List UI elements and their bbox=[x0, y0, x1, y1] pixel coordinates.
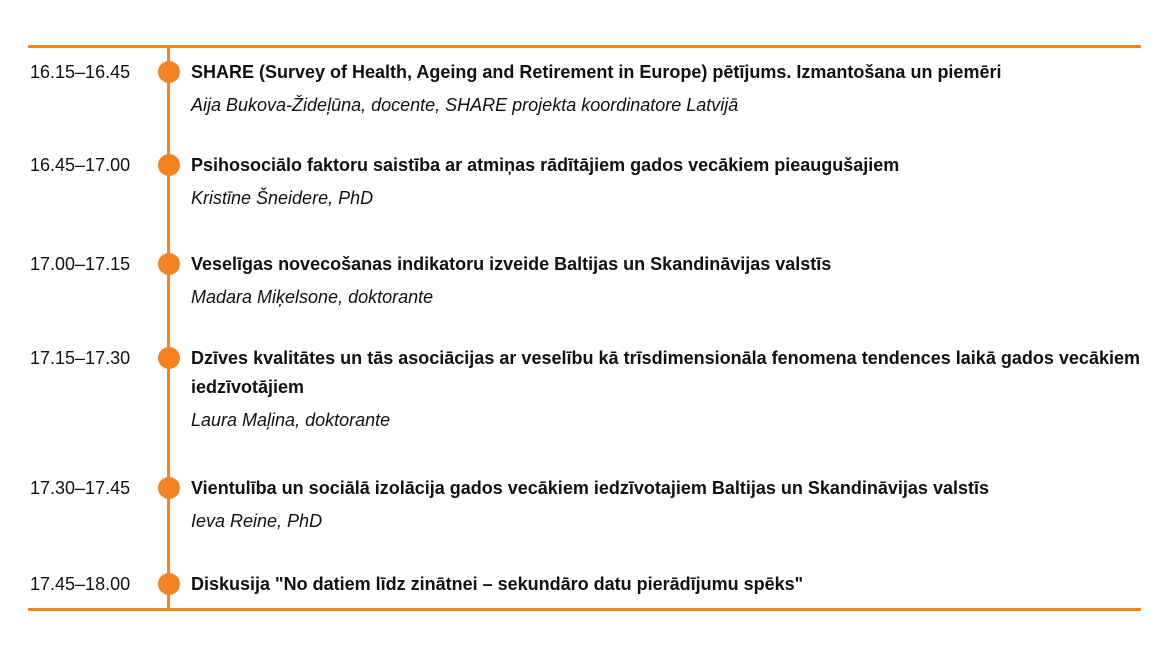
timeline-spine bbox=[167, 46, 170, 610]
entry-title: Dzīves kvalitātes un tās asociācijas ar veselību kā trīsdimensionāla fenomena tendences laikā gados vecākiem iedzīvotājiem bbox=[191, 348, 1140, 397]
entry-speaker: Madara Miķelsone, doktorante bbox=[191, 287, 434, 307]
top-divider bbox=[28, 45, 1141, 48]
entry-content bbox=[191, 570, 1140, 599]
entry-content bbox=[191, 250, 1140, 312]
entry-title: Vientulība un sociālā izolācija gados vecākiem iedzīvotajiem Baltijas un Skandināvijas valstīs bbox=[191, 478, 989, 498]
timeline-dot-icon bbox=[158, 253, 180, 275]
entry-time: 17.30–17.45 bbox=[30, 478, 131, 498]
entry-content bbox=[191, 474, 1140, 536]
entry-time: 17.00–17.15 bbox=[30, 254, 131, 274]
entry-speaker: Laura Maļina, doktorante bbox=[191, 410, 391, 430]
timeline-dot-icon bbox=[158, 477, 180, 499]
entry-title: Psihosociālo faktoru saistība ar atmiņas rādītājiem gados vecākiem pieaugušajiem bbox=[191, 155, 900, 175]
bottom-divider bbox=[28, 608, 1141, 611]
entry-time: 17.45–18.00 bbox=[30, 574, 131, 594]
entry-speaker: Kristīne Šneidere, PhD bbox=[191, 188, 374, 208]
entry-speaker: Ieva Reine, PhD bbox=[191, 511, 323, 531]
timeline-dot-icon bbox=[158, 61, 180, 83]
timeline-dot-icon bbox=[158, 154, 180, 176]
timeline-dot-icon bbox=[158, 347, 180, 369]
entry-content bbox=[191, 151, 1140, 213]
entry-time: 16.45–17.00 bbox=[30, 155, 131, 175]
timeline-dot-icon bbox=[158, 573, 180, 595]
entry-time: 16.15–16.45 bbox=[30, 62, 131, 82]
entry-title: Diskusija "No datiem līdz zinātnei – sekundāro datu pierādījumu spēks" bbox=[191, 574, 804, 594]
entry-content bbox=[191, 58, 1140, 120]
entry-title: SHARE (Survey of Health, Ageing and Retirement in Europe) pētījums. Izmantošana un piemēri bbox=[191, 62, 1002, 82]
entry-title: Veselīgas novecošanas indikatoru izveide Baltijas un Skandināvijas valstīs bbox=[191, 254, 832, 274]
entry-time: 17.15–17.30 bbox=[30, 348, 131, 368]
entry-content bbox=[191, 344, 1140, 435]
entry-speaker: Aija Bukova-Žideļūna, docente, SHARE projekta koordinatore Latvijā bbox=[191, 95, 739, 115]
